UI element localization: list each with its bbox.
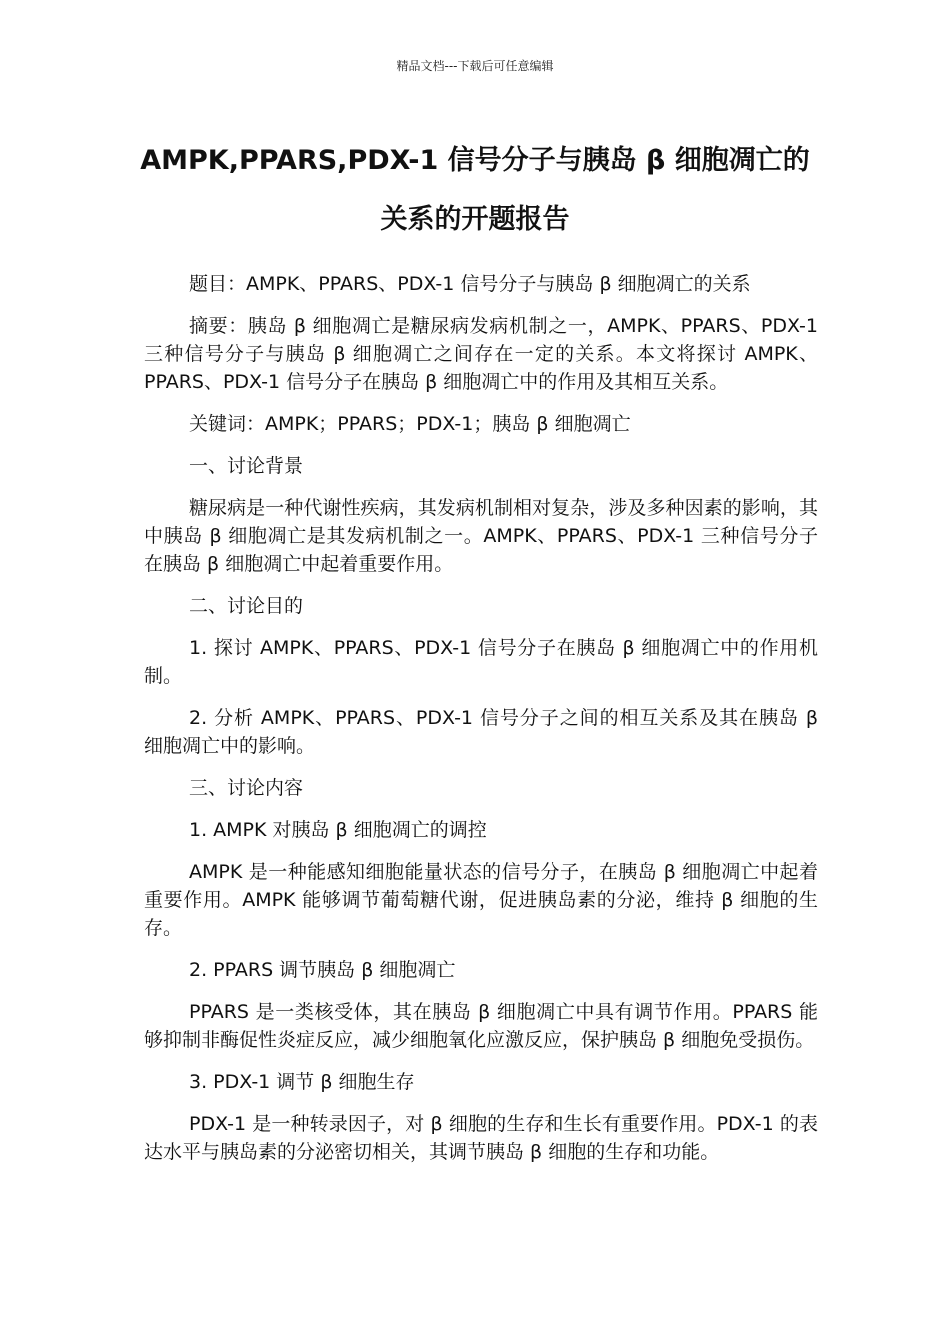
abstract-paragraph: 摘要：胰岛 β 细胞凋亡是糖尿病发病机制之一，AMPK、PPARS、PDX-1 三种信号分子与胰岛 β 细胞凋亡之间存在一定的关系。本文将探讨 AMPK、PPARS、PDX-1 信号分子在胰岛 β 细胞凋亡中的作用及其相互关系。 — [144, 315, 818, 393]
keywords-paragraph: 关键词：AMPK；PPARS；PDX-1；胰岛 β 细胞凋亡 — [189, 413, 631, 435]
purpose-item-1: 1. 探讨 AMPK、PPARS、PDX-1 信号分子在胰岛 β 细胞凋亡中的作用机制。 — [144, 637, 818, 687]
section-heading-background: 一、讨论背景 — [189, 455, 304, 477]
document-body — [144, 270, 818, 1180]
page-header: 精品文档---下载后可任意编辑 — [396, 59, 554, 73]
section-heading-content: 三、讨论内容 — [189, 777, 304, 799]
ampk-paragraph: AMPK 是一种能感知细胞能量状态的信号分子，在胰岛 β 细胞凋亡中起着重要作用。AMPK 能够调节葡萄糖代谢，促进胰岛素的分泌，维持 β 细胞的生存。 — [144, 861, 818, 939]
pdx1-paragraph: PDX-1 是一种转录因子，对 β 细胞的生存和生长有重要作用。PDX-1 的表达水平与胰岛素的分泌密切相关，其调节胰岛 β 细胞的生存和功能。 — [144, 1113, 818, 1163]
subheading-ppars: 2. PPARS 调节胰岛 β 细胞凋亡 — [189, 959, 456, 981]
topic-paragraph: 题目：AMPK、PPARS、PDX-1 信号分子与胰岛 β 细胞凋亡的关系 — [189, 273, 751, 295]
ppars-paragraph: PPARS 是一类核受体，其在胰岛 β 细胞凋亡中具有调节作用。PPARS 能够抑制非酶促性炎症反应，减少细胞氧化应激反应，保护胰岛 β 细胞免受损伤。 — [144, 1001, 818, 1051]
section-heading-purpose: 二、讨论目的 — [189, 595, 304, 617]
background-paragraph: 糖尿病是一种代谢性疾病，其发病机制相对复杂，涉及多种因素的影响，其中胰岛 β 细胞凋亡是其发病机制之一。AMPK、PPARS、PDX-1 三种信号分子在胰岛 β 细胞凋亡中起着重要作用。 — [144, 497, 818, 575]
purpose-item-2: 2. 分析 AMPK、PPARS、PDX-1 信号分子之间的相互关系及其在胰岛 β 细胞凋亡中的影响。 — [144, 707, 818, 757]
subheading-pdx1: 3. PDX-1 调节 β 细胞生存 — [189, 1071, 415, 1093]
document-title-line-2: 关系的开题报告 — [380, 204, 570, 235]
subheading-ampk: 1. AMPK 对胰岛 β 细胞凋亡的调控 — [189, 819, 487, 841]
document-title-line-1: AMPK,PPARS,PDX-1 信号分子与胰岛 β 细胞凋亡的 — [140, 145, 810, 176]
